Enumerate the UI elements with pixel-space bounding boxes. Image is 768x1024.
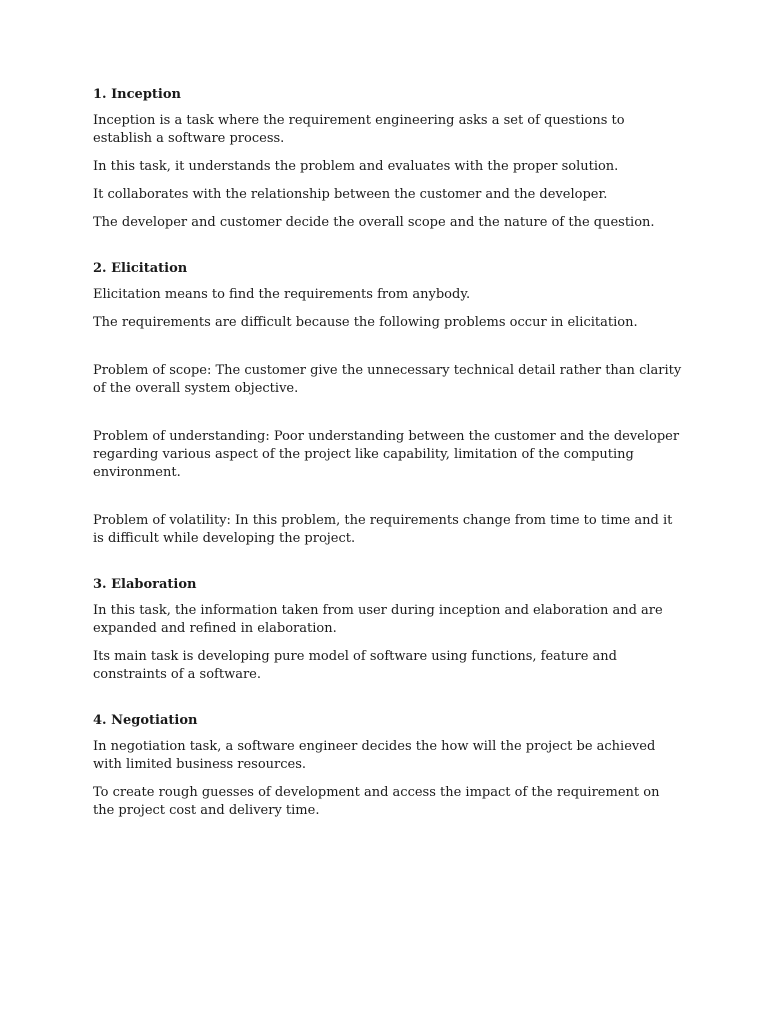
paragraph: It collaborates with the relationship between the customer and the developer.: [93, 187, 608, 202]
paragraph: Inception is a task where the requirement engineering asks a set of questions to establish a software process.: [93, 113, 625, 146]
problem-paragraph: Problem of volatility: In this problem, the requirements change from time to time and it is difficult while developing the project.: [93, 513, 673, 546]
paragraph: Elicitation means to find the requirements from anybody.: [93, 287, 471, 302]
paragraph: The requirements are difficult because the following problems occur in elicitation.: [93, 315, 638, 330]
problem-paragraph: Problem of scope: The customer give the unnecessary technical detail rather than clarity of the overall system objective.: [93, 363, 682, 396]
section-heading: 2. Elicitation: [93, 261, 188, 276]
section-negotiation: [93, 712, 683, 820]
document-page: [93, 86, 683, 830]
paragraph: In this task, it understands the problem and evaluates with the proper solution.: [93, 159, 619, 174]
section-heading: 4. Negotiation: [93, 713, 198, 728]
section-heading: 1. Inception: [93, 87, 181, 102]
paragraph: To create rough guesses of development and access the impact of the requirement on the project cost and delivery time.: [93, 785, 660, 818]
section-elaboration: [93, 576, 683, 684]
paragraph: The developer and customer decide the overall scope and the nature of the question.: [93, 215, 655, 230]
problem-paragraph: Problem of understanding: Poor understanding between the customer and the developer regarding various aspect of the project like capability, limitation of the computing environment.: [93, 429, 680, 480]
paragraph: Its main task is developing pure model of software using functions, feature and constraints of a software.: [93, 649, 617, 682]
section-inception: [93, 86, 683, 232]
paragraph: In negotiation task, a software engineer decides the how will the project be achieved with limited business resources.: [93, 739, 656, 772]
section-elicitation: [93, 260, 683, 548]
paragraph: In this task, the information taken from user during inception and elaboration and are expanded and refined in elaboration.: [93, 603, 663, 636]
section-heading: 3. Elaboration: [93, 577, 197, 592]
